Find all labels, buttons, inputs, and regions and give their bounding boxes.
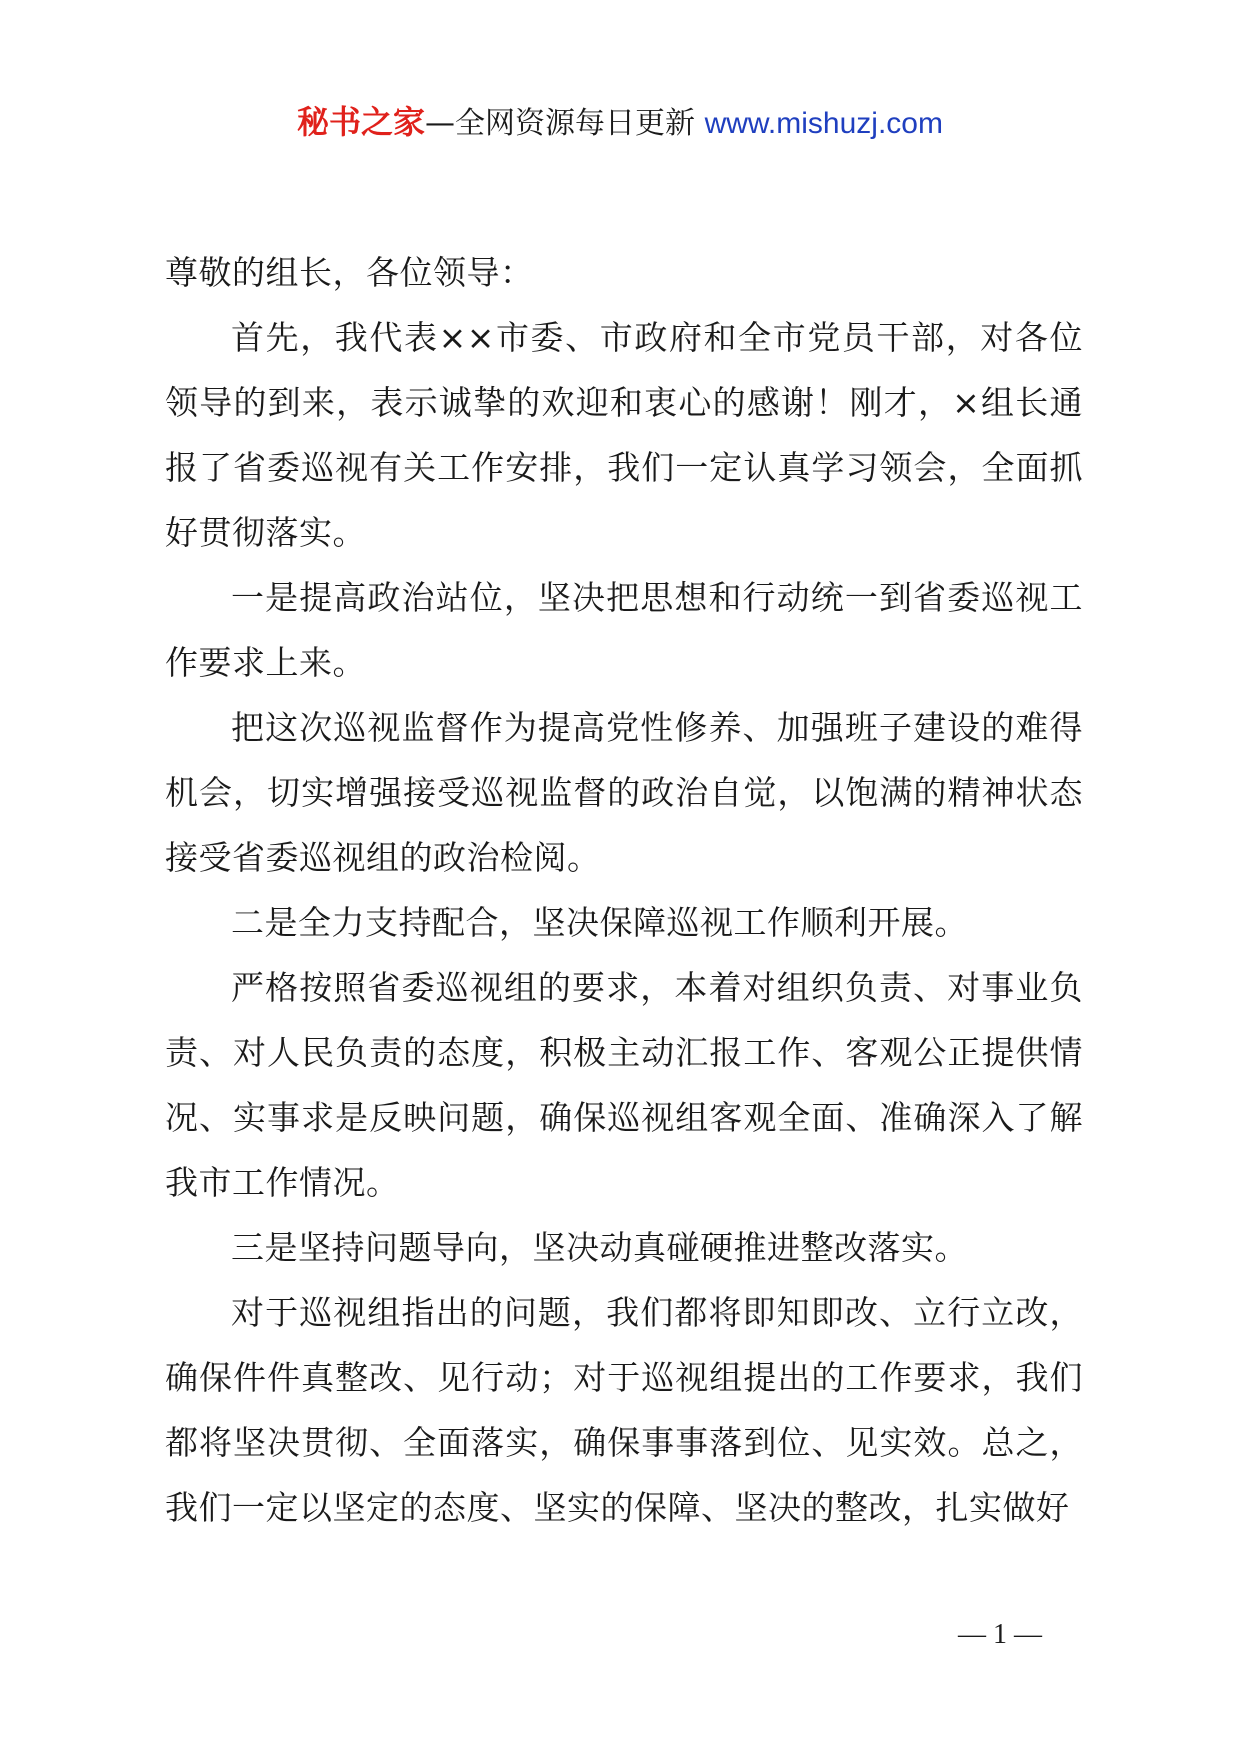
header-tagline: —全网资源每日更新 bbox=[425, 106, 696, 141]
paragraph-point-two-heading: 二是全力支持配合，坚决保障巡视工作顺利开展。 bbox=[231, 903, 968, 942]
paragraph-point-one-body: 把这次巡视监督作为提高党性修养、加强班子建设的难得机会，切实增强接受巡视监督的政治自觉，以饱满的精神状态接受省委巡视组的政治检阅。 bbox=[165, 708, 1083, 877]
paragraph-opening: 首先，我代表××市委、市政府和全市党员干部，对各位领导的到来，表示诚挚的欢迎和衷心的感谢！刚才，×组长通报了省委巡视有关工作安排，我们一定认真学习领会，全面抓好贯彻落实。 bbox=[165, 318, 1083, 552]
paragraph-point-two-body: 严格按照省委巡视组的要求，本着对组织负责、对事业负责、对人民负责的态度，积极主动汇报工作、客观公正提供情况、实事求是反映问题，确保巡视组客观全面、准确深入了解我市工作情况。 bbox=[165, 968, 1083, 1202]
site-header bbox=[0, 100, 1240, 146]
document-body bbox=[165, 240, 1083, 1540]
salutation: 尊敬的组长，各位领导： bbox=[165, 253, 534, 292]
paragraph-point-one-heading: 一是提高政治站位，坚决把思想和行动统一到省委巡视工作要求上来。 bbox=[165, 578, 1083, 682]
paragraph-point-three-heading: 三是坚持问题导向，坚决动真碰硬推进整改落实。 bbox=[231, 1228, 968, 1267]
paragraph-point-three-body: 对于巡视组指出的问题，我们都将即知即改、立行立改，确保件件真整改、见行动；对于巡视组提出的工作要求，我们都将坚决贯彻、全面落实，确保事事落到位、见实效。总之，我们一定以坚定的态度、坚实的保障、坚决的整改，扎实做好 bbox=[165, 1293, 1083, 1527]
page-number: — 1 — bbox=[958, 1619, 1042, 1650]
brand-name: 秘书之家 bbox=[297, 103, 426, 141]
site-url-link[interactable]: www.mishuzj.com bbox=[704, 107, 943, 140]
